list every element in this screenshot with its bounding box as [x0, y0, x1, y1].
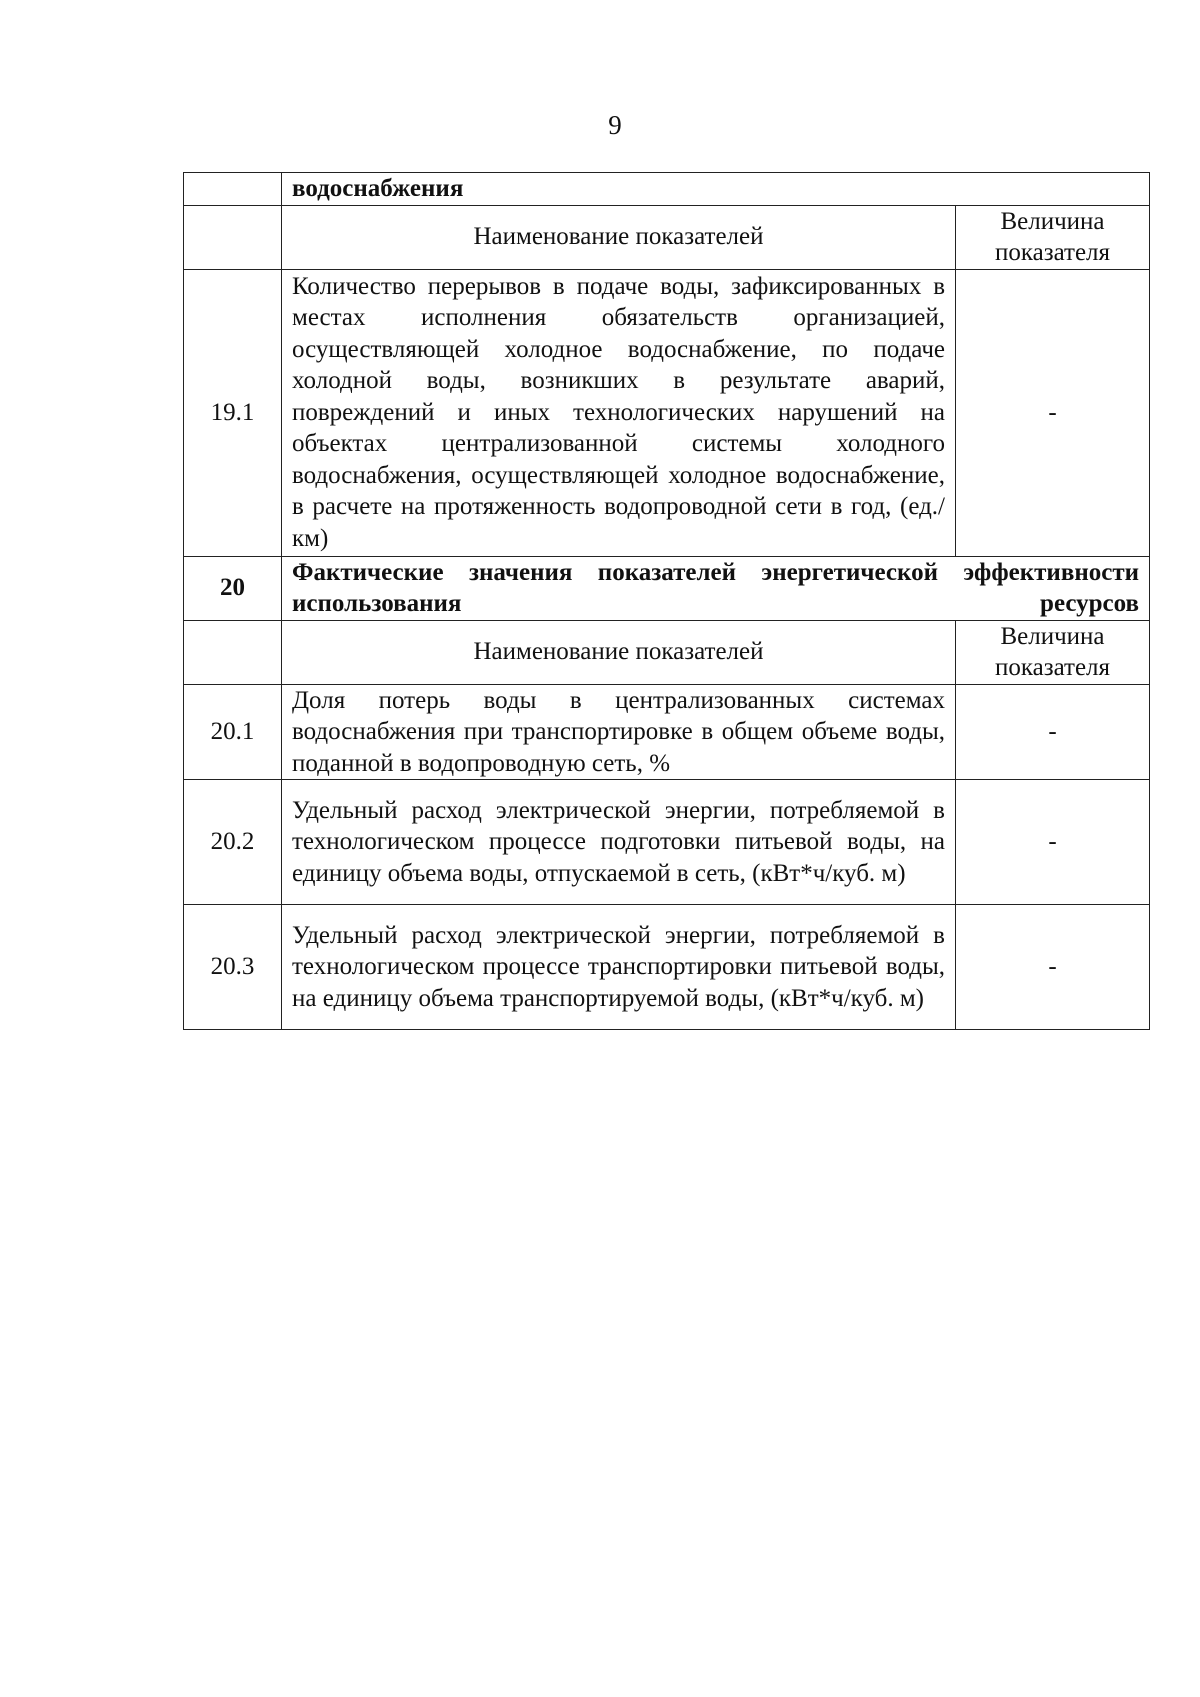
table-row [184, 780, 1150, 905]
row-indicator-value: - [956, 780, 1150, 905]
row-indicator-value: - [956, 269, 1150, 556]
section-20-number: 20 [184, 556, 282, 620]
section-20-colhead-name: Наименование показателей [282, 620, 956, 684]
section-19-colhead-empty [184, 205, 282, 269]
section-19-number-cell [184, 173, 282, 206]
section-19-title: водоснабжения [282, 173, 1150, 206]
section-20-column-header-row [184, 620, 1150, 684]
indicators-table [183, 172, 1150, 1030]
row-indicator-value: - [956, 684, 1150, 780]
section-20-title: Фактические значения показателей энергетической эффективности использования ресурсов [282, 556, 1150, 620]
table-row [184, 684, 1150, 780]
section-20-title-row [184, 556, 1150, 620]
row-number: 19.1 [184, 269, 282, 556]
section-19-title-row [184, 173, 1150, 206]
section-19-colhead-name: Наименование показателей [282, 205, 956, 269]
row-indicator-name: Удельный расход электрической энергии, потребляемой в технологическом процессе подготовки питьевой воды, на единицу объема воды, отпускаемой в сеть, (кВт*ч/куб. м) [282, 780, 956, 905]
row-indicator-name: Доля потерь воды в централизованных системах водоснабжения при транспортировке в общем объеме воды, поданной в водопроводную сеть, % [282, 684, 956, 780]
table-row [184, 269, 1150, 556]
row-indicator-name: Количество перерывов в подаче воды, зафиксированных в местах исполнения обязательств организацией, осуществляющей холодное водоснабжение, по подаче холодной воды, возникших в результате аварий, повреждений и иных технологических нарушений на объектах централизованной системы холодного водоснабжения, осуществляющей холодное водоснабжение, в расчете на протяженность водопроводной сети в год, (ед./км) [282, 269, 956, 556]
section-19-column-header-row [184, 205, 1150, 269]
section-20-colhead-empty [184, 620, 282, 684]
row-number: 20.2 [184, 780, 282, 905]
page-number: 9 [608, 110, 622, 140]
row-number: 20.3 [184, 905, 282, 1030]
table-row [184, 905, 1150, 1030]
row-number: 20.1 [184, 684, 282, 780]
row-indicator-name: Удельный расход электрической энергии, потребляемой в технологическом процессе транспортировки питьевой воды, на единицу объема транспортируемой воды, (кВт*ч/куб. м) [282, 905, 956, 1030]
row-indicator-value: - [956, 905, 1150, 1030]
section-19-colhead-value: Величина показателя [956, 205, 1150, 269]
section-20-colhead-value: Величина показателя [956, 620, 1150, 684]
